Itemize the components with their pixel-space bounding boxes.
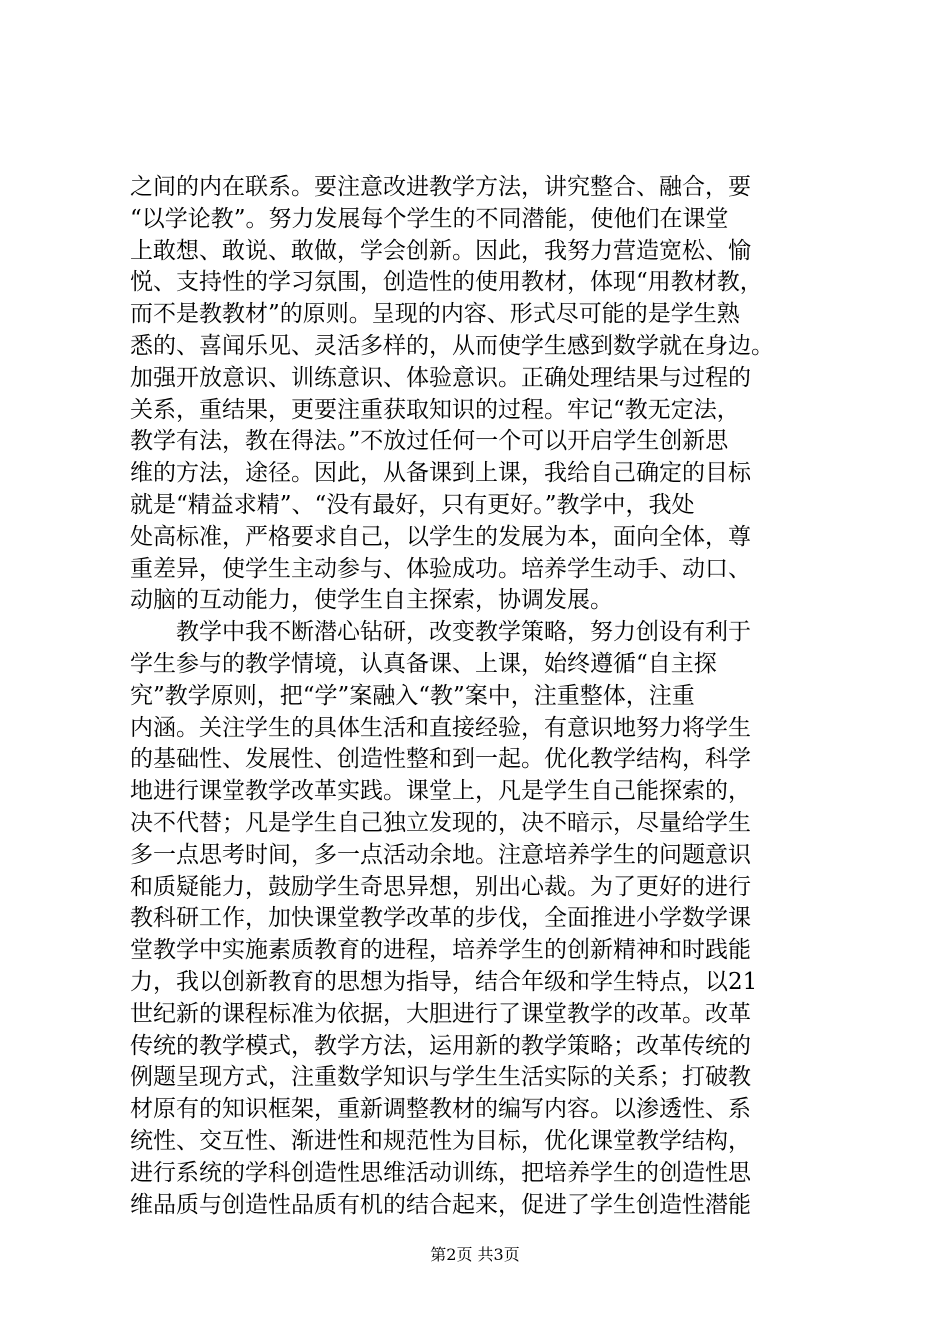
page-number: 第2页 [430,1245,473,1264]
text-line: 例题呈现方式，注重数学知识与学生生活实际的关系；打破教 [130,1064,751,1091]
text-line: 上敢想、敢说、敢做，学会创新。因此，我努力营造宽松、愉 [130,237,751,264]
text-line: 悉的、喜闻乐见、灵活多样的，从而使学生感到数学就在身边。 [130,332,774,359]
text-line: 学生参与的教学情境，认真备课、上课，始终遵循“自主探 [130,650,717,677]
text-line: 地进行课堂教学改革实践。课堂上，凡是学生自己能探索的， [130,778,751,805]
text-line: 教科研工作，加快课堂教学改革的步伐，全面推进小学数学课 [130,905,751,932]
text-line: 就是“精益求精”、“没有最好，只有更好。”教学中，我处 [130,491,695,518]
text-line: “以学论教”。努力发展每个学生的不同潜能，使他们在课堂 [130,205,729,232]
text-line: 统性、交互性、渐进性和规范性为目标，优化课堂教学结构， [130,1127,751,1154]
text-line: 世纪新的课程标准为依据，大胆进行了课堂教学的改革。改革 [130,1000,751,1027]
text-line: 的基础性、发展性、创造性整和到一起。优化教学结构，科学 [130,746,751,773]
text-line: 动脑的互动能力，使学生自主探索，协调发展。 [130,587,613,614]
text-line: 传统的教学模式，教学方法，运用新的教学策略；改革传统的 [130,1032,751,1059]
text-line: 内涵。关注学生的具体生活和直接经验，有意识地努力将学生 [130,714,751,741]
page-footer [0,1244,950,1266]
text-line: 维的方法，途径。因此，从备课到上课，我给自己确定的目标 [130,460,751,487]
text-line: 关系，重结果，更要注重获取知识的过程。牢记“教无定法， [130,396,740,423]
text-line: 决不代替；凡是学生自己独立发现的，决不暗示，尽量给学生 [130,809,751,836]
text-line: 和质疑能力，鼓励学生奇思异想，别出心裁。为了更好的进行 [130,873,751,900]
text-line: 究”教学原则，把“学”案融入“教”案中，注重整体，注重 [130,682,695,709]
text-line: 教学有法，教在得法。”不放过任何一个可以开启学生创新思 [130,428,729,455]
text-line: 多一点思考时间，多一点活动余地。注意培养学生的问题意识 [130,841,751,868]
text-line: 重差异，使学生主动参与、体验成功。培养学生动手、动口、 [130,555,751,582]
text-line: 之间的内在联系。要注意改进教学方法，讲究整合、融合，要 [130,174,751,200]
text-line: 教学中我不断潜心钻研，改变教学策略，努力创设有利于 [130,619,751,646]
text-line: 维品质与创造性品质有机的结合起来，促进了学生创造性潜能 [130,1191,751,1218]
text-line: 力，我以创新教育的思想为指导，结合年级和学生特点，以21 [130,968,758,995]
text-line: 进行系统的学科创造性思维活动训练，把培养学生的创造性思 [130,1159,751,1186]
text-line: 材原有的知识框架，重新调整教材的编写内容。以渗透性、系 [130,1096,751,1123]
text-line: 加强开放意识、训练意识、体验意识。正确处理结果与过程的 [130,364,751,391]
text-line: 堂教学中实施素质教育的进程，培养学生的创新精神和时践能 [130,937,751,964]
text-line: 而不是教教材”的原则。呈现的内容、形式尽可能的是学生熟 [130,301,740,328]
text-line: 悦、支持性的学习氛围，创造性的使用教材，体现“用教材教， [130,269,763,296]
body-text [130,172,830,1221]
text-line: 处高标准，严格要求自己，以学生的发展为本，面向全体，尊 [130,523,751,550]
page-total: 共3页 [477,1245,520,1264]
